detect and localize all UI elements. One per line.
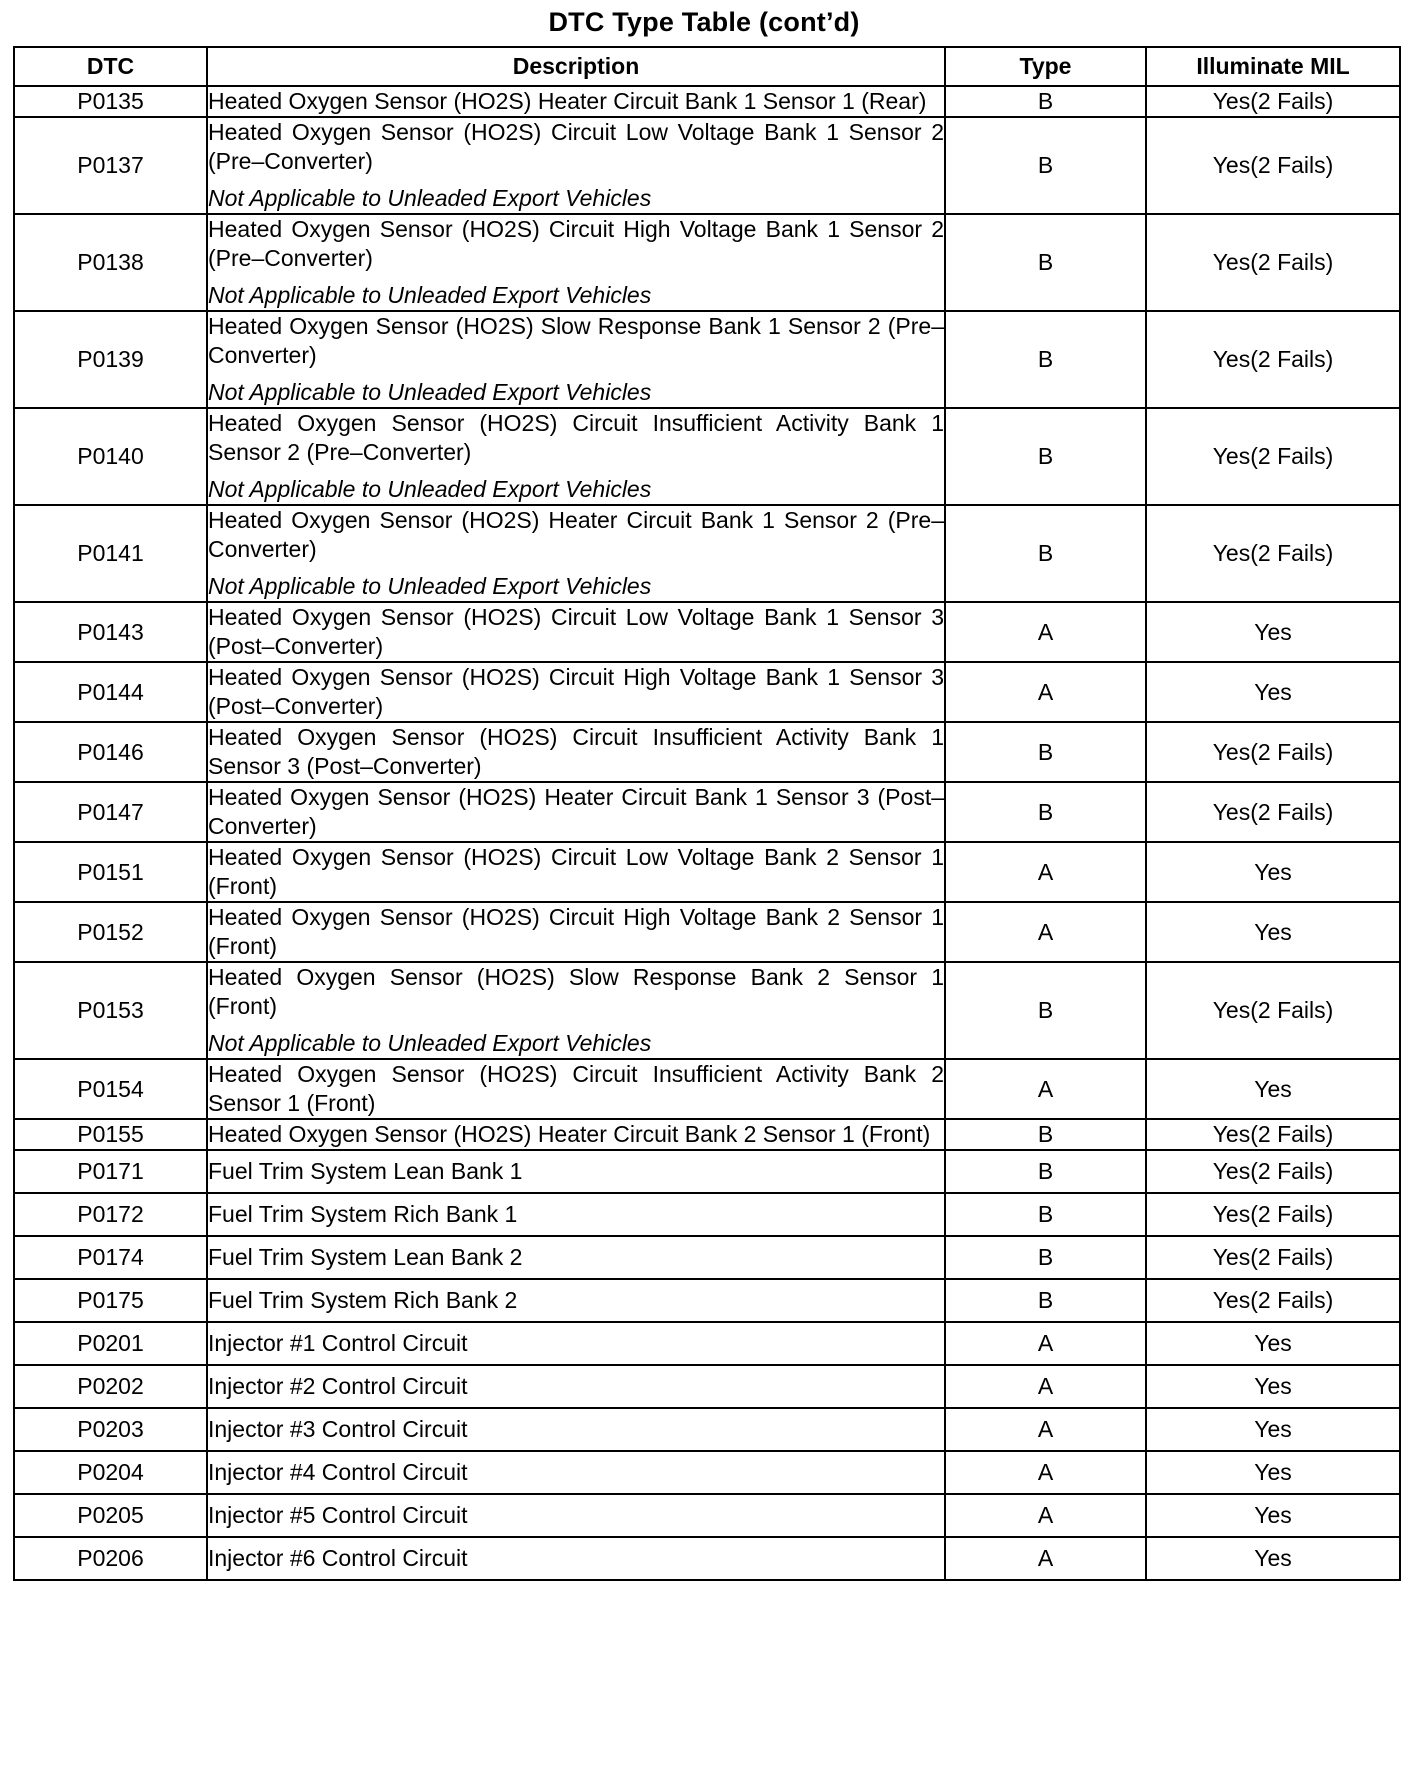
dtc-code-cell: P0135 [14, 86, 207, 117]
description-text: Heated Oxygen Sensor (HO2S) Heater Circuit Bank 2 Sensor 1 (Front) [208, 1121, 931, 1147]
illuminate-mil-cell: Yes(2 Fails) [1146, 86, 1400, 117]
description-cell [207, 1150, 945, 1193]
description-cell [207, 86, 945, 117]
type-cell: B [945, 1236, 1146, 1279]
type-cell: A [945, 1059, 1146, 1119]
illuminate-mil-cell: Yes [1146, 902, 1400, 962]
column-header-illuminate-mil: Illuminate MIL [1146, 47, 1400, 86]
illuminate-mil-cell: Yes [1146, 1451, 1400, 1494]
description-cell [207, 782, 945, 842]
description-text: Injector #1 Control Circuit [208, 1330, 468, 1356]
table-row [14, 214, 1400, 311]
dtc-code-cell: P0203 [14, 1408, 207, 1451]
description-text: Injector #4 Control Circuit [208, 1459, 468, 1485]
dtc-code-cell: P0153 [14, 962, 207, 1059]
column-header-description: Description [207, 47, 945, 86]
table-row [14, 1322, 1400, 1365]
dtc-code-cell: P0152 [14, 902, 207, 962]
dtc-code-cell: P0155 [14, 1119, 207, 1150]
description-cell [207, 1119, 945, 1150]
type-cell: A [945, 1408, 1146, 1451]
dtc-code-cell: P0172 [14, 1193, 207, 1236]
table-row [14, 782, 1400, 842]
illuminate-mil-cell: Yes(2 Fails) [1146, 1236, 1400, 1279]
dtc-code-cell: P0141 [14, 505, 207, 602]
type-cell: B [945, 1119, 1146, 1150]
type-cell: B [945, 722, 1146, 782]
description-cell [207, 962, 945, 1059]
column-header-type: Type [945, 47, 1146, 86]
description-text: Injector #6 Control Circuit [208, 1545, 468, 1571]
table-row [14, 1365, 1400, 1408]
description-text: Heated Oxygen Sensor (HO2S) Circuit Low Voltage Bank 1 Sensor 2 (Pre–Converter) [208, 119, 944, 174]
description-text: Heated Oxygen Sensor (HO2S) Circuit Insufficient Activity Bank 1 Sensor 3 (Post–Converter) [208, 724, 944, 779]
description-text: Heated Oxygen Sensor (HO2S) Heater Circuit Bank 1 Sensor 1 (Rear) [208, 88, 927, 114]
description-cell [207, 1408, 945, 1451]
description-cell [207, 505, 945, 602]
dtc-code-cell: P0171 [14, 1150, 207, 1193]
dtc-code-cell: P0139 [14, 311, 207, 408]
table-row [14, 117, 1400, 214]
dtc-code-cell: P0138 [14, 214, 207, 311]
description-cell [207, 214, 945, 311]
description-cell [207, 1059, 945, 1119]
table-row [14, 1059, 1400, 1119]
description-cell [207, 662, 945, 722]
illuminate-mil-cell: Yes(2 Fails) [1146, 782, 1400, 842]
table-row [14, 1150, 1400, 1193]
illuminate-mil-cell: Yes [1146, 1365, 1400, 1408]
description-text: Heated Oxygen Sensor (HO2S) Circuit High Voltage Bank 1 Sensor 3 (Post–Converter) [208, 664, 944, 719]
type-cell: A [945, 1365, 1146, 1408]
description-note: Not Applicable to Unleaded Export Vehicles [208, 476, 652, 502]
description-cell [207, 722, 945, 782]
description-text: Fuel Trim System Lean Bank 1 [208, 1158, 523, 1184]
table-row [14, 902, 1400, 962]
type-cell: A [945, 842, 1146, 902]
table-row [14, 505, 1400, 602]
type-cell: A [945, 1537, 1146, 1580]
description-cell [207, 311, 945, 408]
table-row [14, 408, 1400, 505]
table-row [14, 962, 1400, 1059]
illuminate-mil-cell: Yes [1146, 662, 1400, 722]
illuminate-mil-cell: Yes(2 Fails) [1146, 962, 1400, 1059]
table-header-row [14, 47, 1400, 86]
illuminate-mil-cell: Yes(2 Fails) [1146, 1150, 1400, 1193]
description-text: Heated Oxygen Sensor (HO2S) Circuit Insufficient Activity Bank 1 Sensor 2 (Pre–Converter) [208, 410, 944, 465]
table-row [14, 1119, 1400, 1150]
description-text: Injector #3 Control Circuit [208, 1416, 468, 1442]
illuminate-mil-cell: Yes [1146, 1537, 1400, 1580]
type-cell: B [945, 505, 1146, 602]
description-text: Heated Oxygen Sensor (HO2S) Circuit Insufficient Activity Bank 2 Sensor 1 (Front) [208, 1061, 944, 1116]
dtc-code-cell: P0206 [14, 1537, 207, 1580]
description-text: Heated Oxygen Sensor (HO2S) Slow Response Bank 1 Sensor 2 (Pre–Converter) [208, 313, 944, 368]
type-cell: A [945, 1322, 1146, 1365]
illuminate-mil-cell: Yes(2 Fails) [1146, 214, 1400, 311]
table-row [14, 1193, 1400, 1236]
table-row [14, 86, 1400, 117]
table-row [14, 1494, 1400, 1537]
description-cell [207, 1494, 945, 1537]
description-text: Heated Oxygen Sensor (HO2S) Heater Circuit Bank 1 Sensor 3 (Post–Converter) [208, 784, 944, 839]
illuminate-mil-cell: Yes(2 Fails) [1146, 408, 1400, 505]
table-row [14, 1236, 1400, 1279]
illuminate-mil-cell: Yes [1146, 1494, 1400, 1537]
illuminate-mil-cell: Yes(2 Fails) [1146, 1193, 1400, 1236]
column-header-dtc: DTC [14, 47, 207, 86]
dtc-code-cell: P0151 [14, 842, 207, 902]
table-row [14, 842, 1400, 902]
table-row [14, 662, 1400, 722]
description-text: Fuel Trim System Rich Bank 2 [208, 1287, 518, 1313]
description-text: Fuel Trim System Lean Bank 2 [208, 1244, 523, 1270]
description-cell [207, 117, 945, 214]
illuminate-mil-cell: Yes(2 Fails) [1146, 1279, 1400, 1322]
type-cell: B [945, 117, 1146, 214]
table-row [14, 1451, 1400, 1494]
type-cell: B [945, 214, 1146, 311]
illuminate-mil-cell: Yes [1146, 1059, 1400, 1119]
description-note: Not Applicable to Unleaded Export Vehicles [208, 282, 652, 308]
dtc-type-table [13, 46, 1401, 1581]
table-row [14, 1537, 1400, 1580]
dtc-code-cell: P0147 [14, 782, 207, 842]
description-text: Heated Oxygen Sensor (HO2S) Heater Circuit Bank 1 Sensor 2 (Pre–Converter) [208, 507, 944, 562]
table-row [14, 602, 1400, 662]
description-text: Heated Oxygen Sensor (HO2S) Circuit High Voltage Bank 2 Sensor 1 (Front) [208, 904, 944, 959]
description-cell [207, 902, 945, 962]
illuminate-mil-cell: Yes(2 Fails) [1146, 1119, 1400, 1150]
dtc-code-cell: P0140 [14, 408, 207, 505]
dtc-code-cell: P0143 [14, 602, 207, 662]
description-text: Fuel Trim System Rich Bank 1 [208, 1201, 518, 1227]
description-text: Heated Oxygen Sensor (HO2S) Slow Response Bank 2 Sensor 1 (Front) [208, 964, 944, 1019]
table-row [14, 311, 1400, 408]
description-cell [207, 1365, 945, 1408]
description-cell [207, 1537, 945, 1580]
dtc-code-cell: P0144 [14, 662, 207, 722]
type-cell: B [945, 1150, 1146, 1193]
description-cell [207, 1279, 945, 1322]
type-cell: B [945, 408, 1146, 505]
dtc-code-cell: P0137 [14, 117, 207, 214]
description-text: Heated Oxygen Sensor (HO2S) Circuit Low Voltage Bank 2 Sensor 1 (Front) [208, 844, 944, 899]
dtc-code-cell: P0174 [14, 1236, 207, 1279]
dtc-code-cell: P0204 [14, 1451, 207, 1494]
description-note: Not Applicable to Unleaded Export Vehicles [208, 379, 652, 405]
type-cell: A [945, 902, 1146, 962]
description-cell [207, 842, 945, 902]
type-cell: B [945, 782, 1146, 842]
table-row [14, 1279, 1400, 1322]
dtc-code-cell: P0154 [14, 1059, 207, 1119]
type-cell: B [945, 311, 1146, 408]
page-title: DTC Type Table (cont’d) [548, 7, 860, 37]
description-cell [207, 1236, 945, 1279]
description-text: Heated Oxygen Sensor (HO2S) Circuit High Voltage Bank 1 Sensor 2 (Pre–Converter) [208, 216, 944, 271]
illuminate-mil-cell: Yes [1146, 1322, 1400, 1365]
table-row [14, 1408, 1400, 1451]
table-body [14, 86, 1400, 1580]
table-row [14, 722, 1400, 782]
illuminate-mil-cell: Yes [1146, 842, 1400, 902]
description-note: Not Applicable to Unleaded Export Vehicles [208, 573, 652, 599]
description-cell [207, 602, 945, 662]
dtc-code-cell: P0146 [14, 722, 207, 782]
type-cell: B [945, 1279, 1146, 1322]
illuminate-mil-cell: Yes(2 Fails) [1146, 505, 1400, 602]
description-note: Not Applicable to Unleaded Export Vehicles [208, 185, 652, 211]
type-cell: A [945, 1494, 1146, 1537]
description-text: Injector #5 Control Circuit [208, 1502, 468, 1528]
dtc-code-cell: P0201 [14, 1322, 207, 1365]
description-cell [207, 1451, 945, 1494]
type-cell: B [945, 86, 1146, 117]
dtc-code-cell: P0175 [14, 1279, 207, 1322]
type-cell: A [945, 662, 1146, 722]
type-cell: A [945, 602, 1146, 662]
illuminate-mil-cell: Yes [1146, 602, 1400, 662]
dtc-code-cell: P0202 [14, 1365, 207, 1408]
description-cell [207, 1193, 945, 1236]
description-cell [207, 408, 945, 505]
illuminate-mil-cell: Yes [1146, 1408, 1400, 1451]
description-text: Heated Oxygen Sensor (HO2S) Circuit Low Voltage Bank 1 Sensor 3 (Post–Converter) [208, 604, 944, 659]
dtc-code-cell: P0205 [14, 1494, 207, 1537]
description-note: Not Applicable to Unleaded Export Vehicles [208, 1030, 652, 1056]
type-cell: A [945, 1451, 1146, 1494]
type-cell: B [945, 962, 1146, 1059]
illuminate-mil-cell: Yes(2 Fails) [1146, 722, 1400, 782]
description-cell [207, 1322, 945, 1365]
description-text: Injector #2 Control Circuit [208, 1373, 468, 1399]
type-cell: B [945, 1193, 1146, 1236]
illuminate-mil-cell: Yes(2 Fails) [1146, 117, 1400, 214]
illuminate-mil-cell: Yes(2 Fails) [1146, 311, 1400, 408]
